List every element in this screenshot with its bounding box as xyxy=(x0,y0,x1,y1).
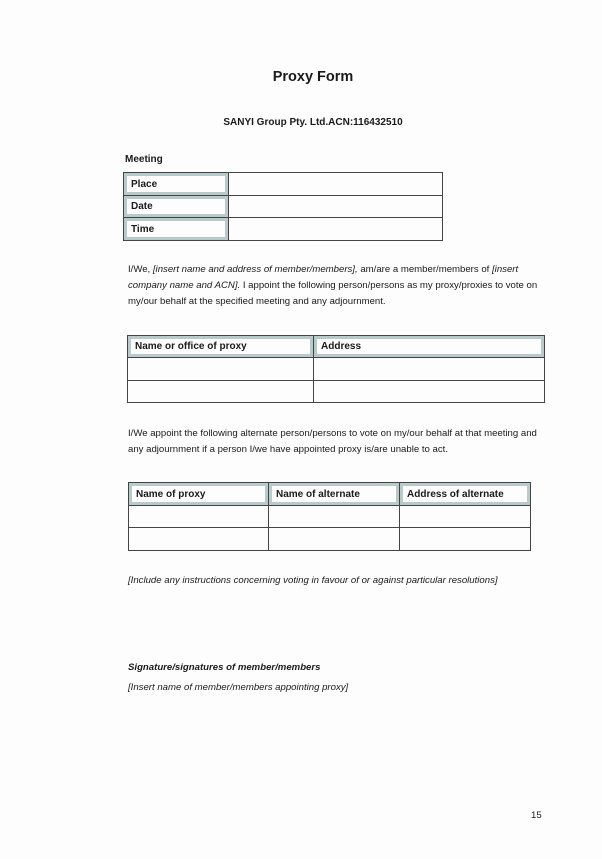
header-address: Address xyxy=(314,336,545,358)
signature-heading: Signature/signatures of member/members xyxy=(128,662,321,673)
page-number: 15 xyxy=(531,810,542,821)
meeting-table xyxy=(123,172,443,241)
date-field[interactable] xyxy=(229,196,443,218)
proxy-name-cell[interactable] xyxy=(128,381,314,403)
company-name: SANYI Group Pty. Ltd.ACN:116432510 xyxy=(223,117,403,128)
header-name-of-proxy: Name or office of proxy xyxy=(128,336,314,358)
cell[interactable] xyxy=(400,506,531,528)
voting-instructions: [Include any instructions concerning voting in favour of or against particular resolutions] xyxy=(128,575,498,586)
cell[interactable] xyxy=(269,506,400,528)
place-field[interactable] xyxy=(229,173,443,196)
proxy-address-cell[interactable] xyxy=(314,358,545,381)
alternate-paragraph: I/We appoint the following alternate person/persons to vote on my/our behalf at that meeting and any adjournment if a person I/we have appointed proxy is/are unable to act. xyxy=(128,428,537,455)
time-field[interactable] xyxy=(229,218,443,241)
header-address-of-alternate: Address of alternate xyxy=(400,483,531,506)
appointment-paragraph: I/We, [insert name and address of member/members], am/are a member/members of [insert company name and ACN]. I appoint the following person/persons as my proxy/proxies to vote on my/our behalf at the specified meeting and any adjournment. xyxy=(128,264,538,307)
time-label: Time xyxy=(124,218,229,241)
proxy-name-cell[interactable] xyxy=(128,358,314,381)
page-title: Proxy Form xyxy=(272,69,354,85)
cell[interactable] xyxy=(400,528,531,551)
meeting-heading: Meeting xyxy=(125,154,163,165)
cell[interactable] xyxy=(269,528,400,551)
cell[interactable] xyxy=(129,506,269,528)
proxy-table xyxy=(127,335,545,403)
header-name-of-proxy: Name of proxy xyxy=(129,483,269,506)
proxy-address-cell[interactable] xyxy=(314,381,545,403)
date-label: Date xyxy=(124,196,229,218)
alternate-table xyxy=(128,482,531,551)
place-label: Place xyxy=(124,173,229,196)
header-name-of-alternate: Name of alternate xyxy=(269,483,400,506)
cell[interactable] xyxy=(129,528,269,551)
signature-note: [Insert name of member/members appointing proxy] xyxy=(128,682,349,693)
